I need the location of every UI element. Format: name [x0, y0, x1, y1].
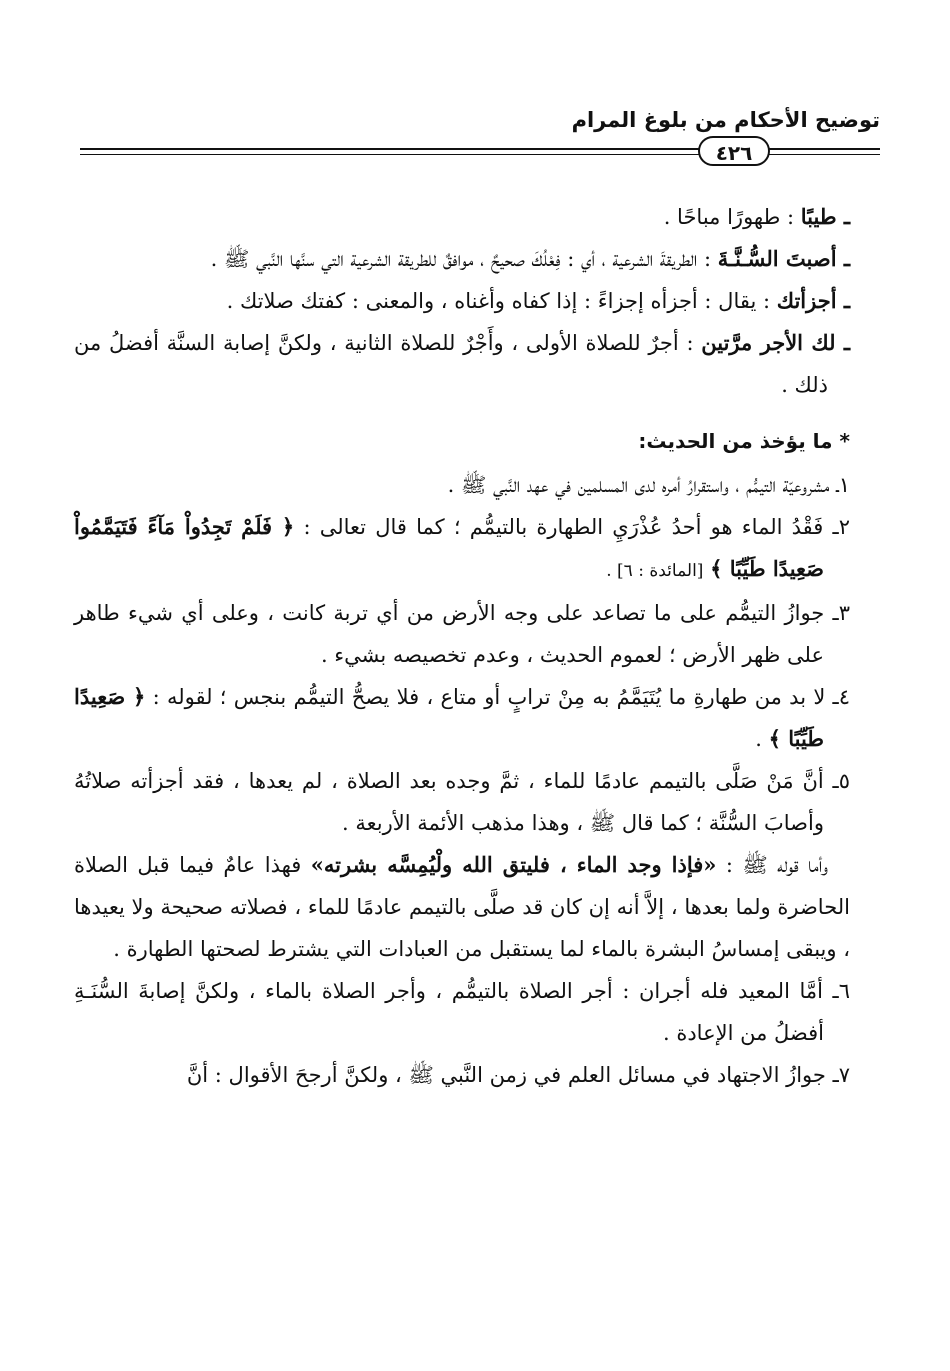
definition-item [74, 322, 850, 406]
point-item [74, 676, 850, 760]
definition-term: ـ طيبًا [800, 204, 850, 229]
definition-term: ـ أجزأتك [776, 288, 850, 313]
point-item: ٦ـ أمَّا المعيد فله أجران : أجر الصلاة بالتيمُّم ، وأجر الصلاة بالماء ، ولكنَّ إصابةَ السُّنَـةِ أفضلُ من الإعادة . [74, 979, 850, 1045]
definition-text: : أجرٌ للصلاة الأولى ، وأَجْرٌ للصلاة الثانية ، ولكنَّ إصابة السنَّة أفضلُ من ذلك . [74, 331, 828, 397]
quran-verse: ﴿ فَلَمْ تَجِدُواْ مَآءً فَتَيَمَّمُواْ صَعِيدًا طَيِّبًا ﴾ [74, 514, 824, 581]
definition-item [74, 238, 850, 280]
definition-text: : يقال : أجزأه إجزاءً : إذا كفاه وأغناه ، والمعنى : كفتك صلاتك . [226, 289, 771, 313]
header-rule-bottom-left [80, 154, 700, 155]
definition-term: ـ لك الأجر مرَّتين [701, 330, 850, 355]
quran-verse: ﴿ صَعِيدًا طَيِّبًا ﴾ [74, 684, 824, 751]
section-heading: * ما يؤخذ من الحديث: [638, 429, 850, 453]
definition-text: : طهورًا مباحًا . [663, 205, 795, 229]
note-intro: وأما قوله ﷺ : [725, 853, 828, 877]
hadith-quote: «فإذا وجد الماء ، فليتق الله ولْيُمِسَّه بشرته» [310, 852, 717, 877]
header-rule-top-right [768, 148, 880, 150]
note-paragraph [74, 844, 850, 970]
point-item: ٧ـ جوازُ الاجتهاد في مسائل العلم في زمن النَّبي ﷺ ، ولكنَّ أرجحَ الأقوال : أنَّ [186, 1063, 850, 1087]
book-title: توضيح الأحكام من بلوغ المرام [571, 108, 880, 132]
point-item: ١ـ مشروعيّة التيمُّم ، واستقرارُ أمره لدى المسلمين في عهد النَّبي ﷺ . [447, 473, 850, 497]
point-item [74, 506, 850, 592]
header-rule-bottom-right [768, 154, 880, 155]
point-end: . [755, 727, 762, 751]
definition-term: ـ أصبتَ السُّـنَّـةَ [717, 246, 850, 271]
definition-item [74, 280, 850, 322]
header-rule-top-left [80, 148, 700, 150]
point-item: ٥ـ أنَّ مَنْ صَلَّى بالتيمم عادمًا للماء ، ثمَّ وجده بعد الصلاة ، لم يعدها ، فقد أجزأته صلاتُهُ وأصابَ السُّنَّة ؛ كما قال ﷺ ، وهذا مذهب الأئمة الأربعة . [74, 769, 850, 835]
page-number: ٤٢٦ [698, 136, 770, 166]
definition-item [74, 196, 850, 238]
point-text: ٤ـ لا بد من طهارةِ ما يُتَيَمَّمُ به مِنْ ترابٍ أو متاع ، فلا يصحُّ التيمُّم بنجس ؛ لقوله : [152, 685, 850, 709]
page-header [80, 108, 880, 168]
definition-text: : الطريقةَ الشرعية ، أي : فِعْلُكَ صحيحٌ ، موافقٌ للطريقة الشرعية التي سنَّها النَّبي ﷺ . [210, 247, 712, 271]
page-body [74, 196, 850, 1096]
verse-reference: [المائدة : ٦] . [606, 561, 704, 581]
note-text: فهذا عامٌ فيما قبل الصلاة الحاضرة ولما بعدها ، إلاَّ أنه إن كان قد صلَّى بالتيمم عادمًا للماء ، فصلاته صحيحة ولا يعيدها ، ويبقى إمساسُ البشرة بالماء لما يستقبل من العبادات التي يشترط لصحتها الطهارة . [74, 853, 850, 961]
point-item: ٣ـ جوازُ التيمُّم على ما تصاعد على وجه الأرض من أي تربة كانت ، وعلى أي شيء طاهر على ظهر الأرض ؛ لعموم الحديث ، وعدم تخصيصه بشيء . [74, 601, 850, 667]
point-text: ٢ـ فَقْدُ الماء هو أحدُ عُذْرَيِ الطهارة بالتيمُّم ؛ كما قال تعالى : [303, 515, 850, 539]
